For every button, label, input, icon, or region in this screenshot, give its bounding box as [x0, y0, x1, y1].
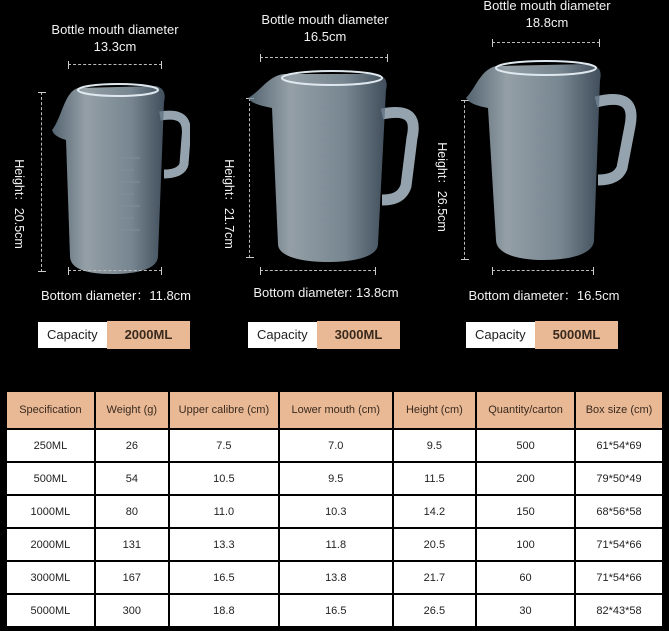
- mouth-dimension-line-3: [492, 42, 600, 43]
- cell-specification: 500ML: [6, 462, 95, 495]
- measuring-jug-5000ml: [462, 58, 638, 264]
- bottom-dimension-line-3: [492, 270, 594, 271]
- height-label-3: Height：26.5cm: [435, 142, 449, 232]
- mouth-title-1: Bottle mouth diameter: [51, 22, 179, 37]
- mouth-value-1: 13.3cm: [93, 39, 137, 54]
- cell-lower-mouth: 16.5: [279, 594, 393, 627]
- header-box-size: Box size (cm): [575, 391, 663, 429]
- cell-weight: 300: [95, 594, 169, 627]
- cell-box-size: 71*54*66: [575, 561, 663, 594]
- cell-box-size: 79*50*49: [575, 462, 663, 495]
- cell-lower-mouth: 11.8: [279, 528, 393, 561]
- cell-quantity: 30: [476, 594, 575, 627]
- header-lower-mouth: Lower mouth (cm): [279, 391, 393, 429]
- cell-box-size: 82*43*58: [575, 594, 663, 627]
- height-label-1: Height：20.5cm: [12, 159, 26, 249]
- cell-upper-calibre: 10.5: [169, 462, 279, 495]
- capacity-value-3: 5000ML: [535, 321, 619, 349]
- cell-quantity: 150: [476, 495, 575, 528]
- bottom-label-2: Bottom diameter: 13.8cm: [253, 285, 399, 300]
- bottom-dimension-line-2: [260, 270, 376, 271]
- header-specification: Specification: [6, 391, 95, 429]
- cell-lower-mouth: 9.5: [279, 462, 393, 495]
- mouth-value-2: 16.5cm: [303, 29, 347, 44]
- bottom-label-1: Bottom diameter：11.8cm: [40, 288, 192, 303]
- cell-upper-calibre: 13.3: [169, 528, 279, 561]
- cell-specification: 5000ML: [6, 594, 95, 627]
- mouth-dimension-line-2: [260, 57, 388, 58]
- cell-height: 21.7: [393, 561, 476, 594]
- bottom-dimension-line-1: [68, 270, 162, 271]
- measuring-jug-2000ml: [48, 78, 190, 278]
- cell-height: 9.5: [393, 429, 476, 462]
- header-weight: Weight (g): [95, 391, 169, 429]
- mouth-title-2: Bottle mouth diameter: [261, 12, 389, 27]
- table-header-row: [6, 391, 663, 429]
- cell-quantity: 60: [476, 561, 575, 594]
- cell-upper-calibre: 16.5: [169, 561, 279, 594]
- cell-height: 11.5: [393, 462, 476, 495]
- cell-specification: 1000ML: [6, 495, 95, 528]
- specification-table: [5, 390, 664, 628]
- mouth-title-3: Bottle mouth diameter: [483, 0, 611, 13]
- bottom-label-3: Bottom diameter：16.5cm: [468, 288, 620, 303]
- measuring-jug-3000ml: [244, 68, 420, 268]
- cell-height: 26.5: [393, 594, 476, 627]
- table-row: [6, 495, 663, 528]
- cell-lower-mouth: 7.0: [279, 429, 393, 462]
- cell-specification: 3000ML: [6, 561, 95, 594]
- cell-weight: 54: [95, 462, 169, 495]
- cell-upper-calibre: 18.8: [169, 594, 279, 627]
- table-row: [6, 528, 663, 561]
- cell-height: 14.2: [393, 495, 476, 528]
- cell-weight: 26: [95, 429, 169, 462]
- capacity-badge-2: [248, 322, 400, 348]
- height-label-2: Height：21.7cm: [222, 159, 236, 249]
- capacity-label-3: Capacity: [466, 322, 535, 348]
- cell-lower-mouth: 13.8: [279, 561, 393, 594]
- capacity-value-2: 3000ML: [317, 321, 401, 349]
- cell-specification: 250ML: [6, 429, 95, 462]
- cell-specification: 2000ML: [6, 528, 95, 561]
- mouth-dimension-line-1: [68, 64, 162, 65]
- table-row: [6, 561, 663, 594]
- capacity-label-1: Capacity: [38, 322, 107, 348]
- header-height: Height (cm): [393, 391, 476, 429]
- capacity-label-2: Capacity: [248, 322, 317, 348]
- cell-quantity: 200: [476, 462, 575, 495]
- capacity-badge-1: [38, 322, 190, 348]
- capacity-badge-3: [466, 322, 618, 348]
- capacity-value-1: 2000ML: [107, 321, 191, 349]
- cell-weight: 131: [95, 528, 169, 561]
- cell-box-size: 68*56*58: [575, 495, 663, 528]
- cell-box-size: 61*54*69: [575, 429, 663, 462]
- header-upper-calibre: Upper calibre (cm): [169, 391, 279, 429]
- mouth-value-3: 18.8cm: [525, 15, 569, 30]
- cell-upper-calibre: 7.5: [169, 429, 279, 462]
- cell-quantity: 500: [476, 429, 575, 462]
- header-quantity-carton: Quantity/carton: [476, 391, 575, 429]
- table-row: [6, 429, 663, 462]
- cell-weight: 80: [95, 495, 169, 528]
- cell-weight: 167: [95, 561, 169, 594]
- cell-upper-calibre: 11.0: [169, 495, 279, 528]
- cell-box-size: 71*54*66: [575, 528, 663, 561]
- height-dimension-line-1: [41, 92, 42, 272]
- cell-quantity: 100: [476, 528, 575, 561]
- cell-height: 20.5: [393, 528, 476, 561]
- table-row: [6, 462, 663, 495]
- table-row: [6, 594, 663, 627]
- cell-lower-mouth: 10.3: [279, 495, 393, 528]
